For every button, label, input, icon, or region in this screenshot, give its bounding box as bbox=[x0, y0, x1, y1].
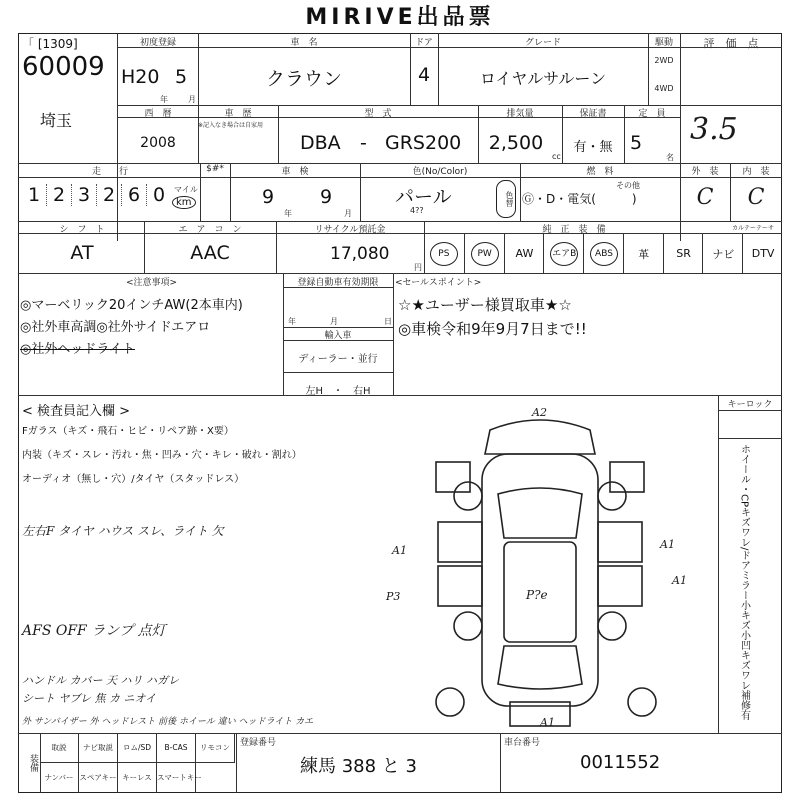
expire-label: 登録自動車有効期限 bbox=[297, 278, 379, 288]
color-label: 色(No/Color) bbox=[412, 167, 468, 177]
fuel-other: その他 bbox=[616, 181, 640, 190]
reg-era: H20 bbox=[121, 66, 160, 88]
reg-month: 5 bbox=[175, 66, 188, 88]
car-diagram bbox=[380, 402, 700, 732]
color-change-badge: 色替 bbox=[496, 180, 516, 218]
mileage-digit: 1 bbox=[22, 184, 47, 206]
sales-label: <セールスポイント> bbox=[395, 278, 482, 288]
region: 埼玉 bbox=[40, 111, 73, 130]
footer-equip-item: スペアキー bbox=[79, 763, 118, 793]
divider bbox=[236, 733, 237, 793]
int-grade: C bbox=[747, 185, 765, 210]
model: GRS200 bbox=[385, 132, 462, 154]
import-hand: 左H ・ 右H bbox=[305, 386, 371, 397]
hand-line-4: シート ヤブレ 焦 カ ニオイ bbox=[22, 692, 156, 705]
inspect-m: 月 bbox=[344, 209, 352, 218]
mileage-label: 走 行 bbox=[91, 167, 128, 177]
drive-4wd: 4WD bbox=[654, 84, 674, 93]
equip-item: エアB bbox=[543, 234, 584, 273]
footer-equipment bbox=[18, 733, 236, 793]
ext-grade: C bbox=[696, 185, 714, 210]
divider bbox=[283, 340, 393, 341]
footer-equip-item: B-CAS bbox=[157, 733, 196, 763]
year-unit: 年 bbox=[160, 95, 168, 104]
frame-number: 0011552 bbox=[580, 752, 661, 773]
inspect-y: 年 bbox=[284, 209, 292, 218]
import-label: 輸入車 bbox=[324, 331, 352, 341]
equip-label: 純 正 装 備 bbox=[542, 225, 606, 235]
mileage-digit: 2 bbox=[47, 184, 72, 206]
ref-code: 「 [1309] bbox=[22, 37, 78, 51]
footer-equip-item: ナビ取説 bbox=[79, 733, 118, 763]
west-label: 西 暦 bbox=[144, 109, 172, 119]
divider bbox=[18, 177, 782, 178]
recycle-unit: 円 bbox=[414, 263, 422, 272]
color-code: 4?? bbox=[410, 206, 424, 215]
mark-a1-bottom: A1 bbox=[540, 716, 555, 729]
navi-label: カルテーテーサ bbox=[731, 225, 774, 232]
mileage-digit: 3 bbox=[72, 184, 97, 206]
recycle-label: リサイクル預託金 bbox=[314, 225, 386, 235]
divider bbox=[18, 273, 782, 274]
sales-1: ☆★ユーザー様買取車★☆ bbox=[398, 296, 572, 314]
inspect-month: 9 bbox=[320, 186, 333, 208]
equip-row bbox=[424, 234, 782, 273]
seats: 5 bbox=[630, 132, 643, 154]
sales-2: ◎車検令和9年9月7日まで!! bbox=[398, 320, 587, 338]
vin-note: ※記入なき場合は自家用 bbox=[198, 122, 264, 129]
drive-label: 駆動 bbox=[654, 38, 673, 48]
ac-label: エ ア コ ン bbox=[178, 225, 242, 235]
inspector-label: < 検査員記入欄 > bbox=[22, 404, 131, 419]
score-value: 3.5 bbox=[690, 112, 738, 147]
warranty: 有・無 bbox=[573, 140, 613, 155]
divider bbox=[718, 410, 782, 411]
ac: AAC bbox=[190, 242, 230, 264]
name-label: 車 名 bbox=[290, 38, 318, 48]
divider bbox=[117, 47, 782, 48]
footer-equip-item: ナンバー bbox=[40, 763, 79, 793]
seats-label: 定 員 bbox=[638, 109, 666, 119]
lot-number: 60009 bbox=[22, 52, 105, 82]
door-label: ドア bbox=[415, 38, 433, 48]
equip-item: PW bbox=[464, 234, 505, 273]
cc-unit: cc bbox=[552, 152, 561, 161]
cc: 2,500 bbox=[488, 132, 544, 154]
ext-label: 外 装 bbox=[691, 167, 719, 177]
hand-line-3: ハンドル カバー 天 ハリ ハガレ bbox=[22, 674, 179, 687]
mark-a1-right: A1 bbox=[660, 538, 675, 551]
model-prefix: DBA bbox=[300, 132, 341, 154]
note-3: ◎社外ヘッドライト bbox=[20, 342, 135, 357]
expire-d: 日 bbox=[384, 317, 392, 326]
divider bbox=[500, 733, 501, 793]
grade: ロイヤルサルーン bbox=[479, 69, 607, 88]
month-unit: 月 bbox=[188, 95, 196, 104]
inspect-label: 車 検 bbox=[281, 167, 309, 177]
mileage-unit-km: km bbox=[172, 196, 196, 209]
mark-roof: P?e bbox=[526, 588, 548, 602]
footer-equip-item: ロム/SD bbox=[118, 733, 157, 763]
shift-label: シ フ ト bbox=[59, 225, 105, 235]
drive-2wd: 2WD bbox=[654, 56, 674, 65]
warranty-label: 保証書 bbox=[579, 109, 607, 119]
footer-equip-item: スマートキー bbox=[157, 763, 196, 793]
shift: AT bbox=[70, 242, 94, 264]
divider bbox=[283, 287, 393, 288]
reg-number: 練馬 388 と 3 bbox=[300, 756, 417, 777]
equip-item: PS bbox=[424, 234, 464, 273]
recycle: 17,080 bbox=[330, 244, 390, 264]
int-label: 内 装 bbox=[742, 167, 770, 177]
divider bbox=[718, 438, 782, 439]
expire-y: 年 bbox=[288, 317, 296, 326]
page-title: MIRIVE出品票 bbox=[305, 5, 495, 30]
hand-line-5: 外 サンバイザー 外 ヘッドレスト 前後 ホイール 違い ヘッドライト カエ bbox=[22, 717, 314, 727]
mileage-digits bbox=[22, 184, 172, 210]
interior-line: 内装（キズ・スレ・汚れ・焦・凹み・穴・キレ・破れ・割れ） bbox=[22, 450, 302, 461]
hand-line-2: AFS OFF ランプ 点灯 bbox=[22, 623, 166, 639]
grade-label: グレード bbox=[524, 38, 561, 48]
divider bbox=[283, 372, 393, 373]
footer-equip-item: リモコン bbox=[196, 733, 235, 763]
mileage-digit: 2 bbox=[97, 184, 122, 206]
footer-equip-item: 取説 bbox=[40, 733, 79, 763]
model-label: 型 式 bbox=[364, 109, 392, 119]
mileage-unit-mile: マイル bbox=[174, 185, 198, 194]
score-label: 評 価 点 bbox=[703, 37, 759, 50]
equip-item: ナビ bbox=[702, 234, 743, 273]
reg-number-label: 登録番号 bbox=[240, 738, 277, 748]
equip-item: AW bbox=[504, 234, 545, 273]
mileage-digit: 6 bbox=[122, 184, 147, 206]
divider bbox=[18, 395, 782, 396]
divider bbox=[718, 395, 719, 733]
equip-item: 革 bbox=[623, 234, 664, 273]
equip-item: ABS bbox=[583, 234, 624, 273]
import-dealer: ディーラー・並行 bbox=[298, 354, 378, 365]
frame-number-label: 車台番号 bbox=[504, 738, 541, 748]
mark-p3: P3 bbox=[386, 590, 401, 603]
note-1: ◎マーベリック20インチAW(2本車内) bbox=[20, 298, 243, 313]
cc-label: 排気量 bbox=[506, 109, 534, 119]
footer-equip-header: 装備 bbox=[18, 733, 41, 793]
mileage-digit: 0 bbox=[152, 184, 166, 206]
note-2: ◎社外車高調◎社外サイドエアロ bbox=[20, 320, 211, 335]
inspect-year: 9 bbox=[262, 186, 275, 208]
color: パール bbox=[395, 186, 452, 208]
mark-a1-left: A1 bbox=[392, 544, 407, 557]
sign-label: $#* bbox=[206, 164, 224, 174]
mark-a2: A2 bbox=[532, 406, 547, 419]
vin-label: 車 歴 bbox=[224, 109, 252, 119]
west-year: 2008 bbox=[140, 135, 176, 151]
mark-a1-rear: A1 bbox=[672, 574, 687, 587]
divider bbox=[393, 273, 394, 395]
seats-unit: 名 bbox=[666, 153, 674, 162]
side-labels: ホイール・CPキズワレ/ドアミラー小キズ小凹キズワレ補修有 bbox=[738, 444, 750, 721]
model-sep: - bbox=[360, 132, 367, 154]
hand-line-1: 左右F タイヤ ハウス スレ、ライト 欠 bbox=[22, 524, 224, 538]
expire-m: 月 bbox=[330, 317, 338, 326]
fuel-label: 燃 料 bbox=[586, 167, 614, 177]
footer-equip-item: キーレス bbox=[118, 763, 157, 793]
key-lock-label: キーロック bbox=[727, 400, 773, 410]
reg-label: 初度登録 bbox=[139, 38, 176, 48]
glass-line: Fガラス（キズ・飛石・ヒビ・リペア跡・X要） bbox=[22, 426, 234, 437]
notes-label: <注意事項> bbox=[125, 278, 178, 288]
door: 4 bbox=[417, 64, 431, 86]
car-name: クラウン bbox=[265, 68, 342, 90]
fuel: Ⓖ・D・電気( ) bbox=[522, 192, 637, 206]
equip-item: SR bbox=[663, 234, 704, 273]
audio-line: オーディオ（無し・穴）/タイヤ（スタッドレス） bbox=[22, 474, 245, 485]
equip-item: DTV bbox=[742, 234, 783, 273]
